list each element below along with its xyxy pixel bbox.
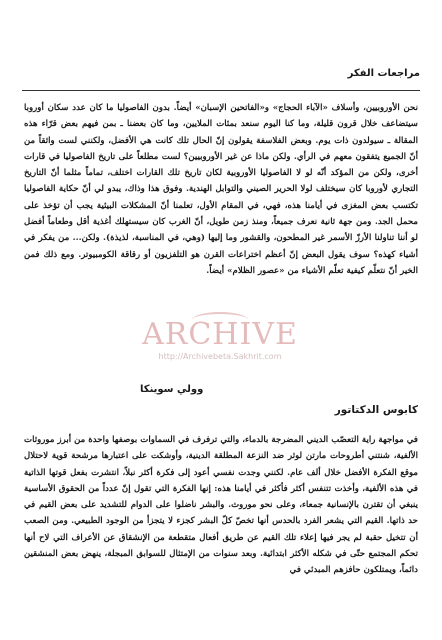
watermark-arc bbox=[192, 312, 248, 328]
archive-watermark bbox=[130, 318, 310, 378]
author-signature: وولي سوينكا bbox=[140, 384, 204, 395]
body-paragraph-2: في مواجهة راية التعصّب الديني المضرجة بالدماء، والتي ترفرف في السماوات بوصفها واحدة من أبرز موروثات الألفية، شنتني أطروحات مارتن لوثر ضد النزعة المطلقة الدينية، وأوشكت على اعتبارها مرشحة قوية لاحتلال موقع الفكرة الأفضل خلال ألف عام. لكنني وجدت نفسي أعود إلى فكرة أكثر نبلاً، انتشرت بفعل قوتها الذاتية في هذه الألفية، وأخذت تتنفس أكثر فأكثر في أيامنا هذه: إنها الفكرة التي تقول إنّ عدداً من الحقوق الأساسية ينبغي أن تقترن بالإنسانية جمعاء، وعلى نحو موروث. والبشر ناضلوا على الدوام للتشديد على بعض القيم في حد ذاتها. القيم التي يشعر الفرد بالحدس أنها تخصّ كلّ البشر كجزء لا يتجزأ من الوجود الطبيعي. ومن الصعب أن تتخيل حقبة لم يجر فيها إعلاء تلك القيم عن طريق أفعال متقطعة من الإنشقاق عن الأعراف التي لاح أنها تحكم المجتمع حتّى في شكله الأكثر ابتدائية. وبعد سنوات من الإمتثال للسوابق المبجلة، ينهض بعض المنشقين دائماً، ويمتلكون حافزهم المبدئي في bbox=[24, 435, 418, 576]
header-divider bbox=[22, 90, 420, 91]
running-header: مراجعات الفكر bbox=[347, 68, 420, 79]
watermark-text: ARCHIVE bbox=[142, 317, 298, 352]
section-title: كابوس الدكتاتور bbox=[334, 404, 418, 416]
watermark-url: http://Archivebeta.Sakhrit.com bbox=[158, 352, 282, 361]
body-paragraph-1: نحن الأوروبيين، وأسلاف «الآباء الحجاج» و«الفاتحين الإسبان» أيضاً. بدون الفاصوليا ما كان عدد سكان أوروبا سيتضاعف خلال قرون قليلة، وما كنا اليوم سنعد بمئات الملايين، وما كان بعضنا ـ بمن فيهم بعض قرّاء هذه المقالة ـ سيولدون ذات يوم. وبعض الفلاسفة يقولون إنّ الحال تلك كانت هي الأفضل، ولكنني لست واثقاً من أنّ الجميع يتفقون معهم في الرأي. ولكن ماذا عن غير الأوروبيين؟ لست مطلعاً على تاريخ الفاصوليا في قارات أخرى، ولكن من المؤكد أنّه لو لا الفاصوليا الأوروبية لكان تاريخ تلك القارات اختلف، تماماً مثلما أنّ التاريخ التجاري لأوروبا كان سيختلف لولا الحرير الصيني والتوابل الهندية. وفوق هذا وذاك، يبدو لي أنّ حكاية الفاصوليا تكتسب بعض المغزى في أيامنا هذه، فهي، في المقام الأول، تعلمنا أنّ المشكلات البيئية يجب أن تؤخذ على محمل الجد. ومن جهة ثانية نعرف جميعاً، ومنذ زمن طويل، أنّ الغرب كان سيستهلك أغذية أقل وطعاماً أفضل لو أننا تناولنا الأرزّ الأسمر غير المطحون، والقشور وما إليها (وهي، في المناسبة، لذيذة). ولكن... من يفكر في أشياء كهذه؟ سوف يقول البعض إنّ أعظم اختراعات القرن هو التلفزيون أو رقاقة الكومبيوتر. ومع ذلك فمن الخير أنّ نتعلّم كيفية تعلّم الأشياء من «عصور الظلام» أيضاً. bbox=[24, 103, 418, 276]
